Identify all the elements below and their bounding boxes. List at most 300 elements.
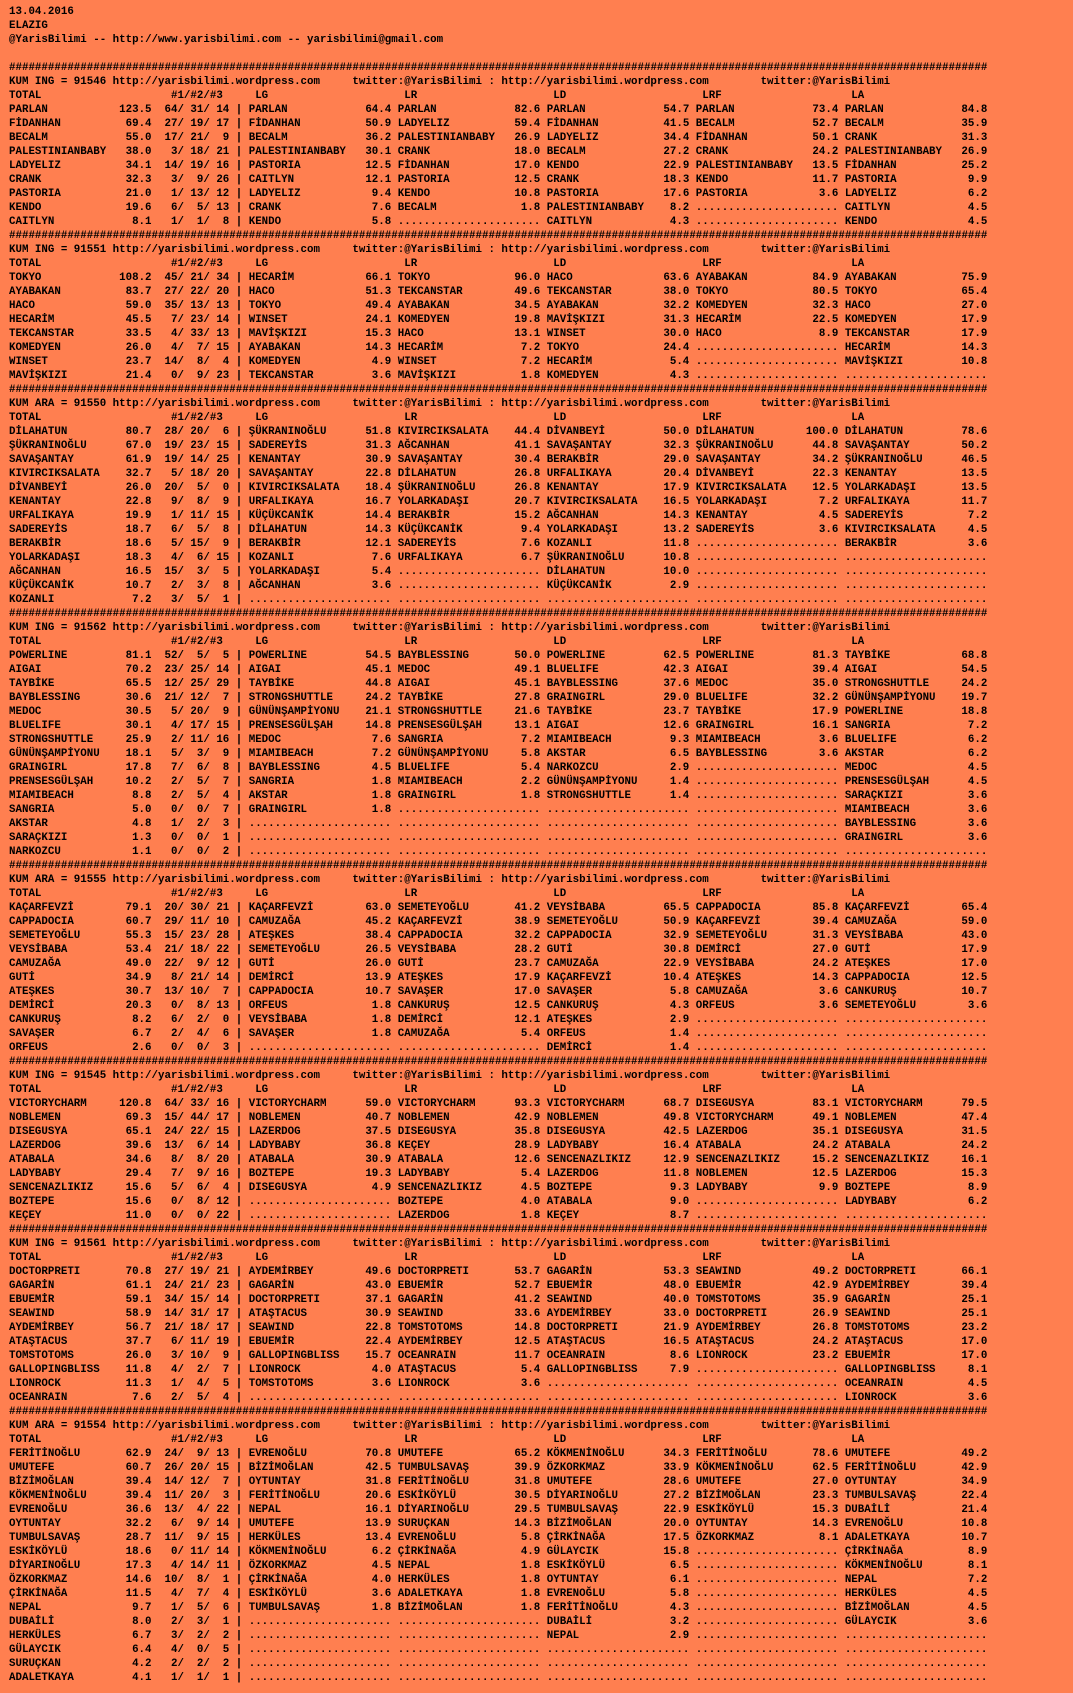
lg-horse-name: ESKİKÖYLÜ: [248, 1588, 308, 1600]
lg-score: 15.3: [365, 328, 392, 340]
lr-score: 82.6: [514, 104, 541, 116]
place-1-count: 24: [164, 1448, 178, 1460]
place-2-count: 19: [190, 1266, 204, 1278]
lrf-horse-name: BLUELIFE: [695, 692, 748, 704]
horse-name: GAGARİN: [9, 1280, 55, 1292]
lr-score: 53.7: [514, 1266, 541, 1278]
place-2-count: 8: [196, 1154, 204, 1166]
column-header-lg: LG: [255, 1084, 269, 1096]
total-score: 8.2: [132, 1014, 152, 1026]
la-score: 7.2: [967, 510, 988, 522]
la-score: 65.4: [961, 902, 988, 914]
column-separator: [236, 453, 242, 467]
lrf-empty-filler: [696, 551, 839, 565]
lrf-horse-name: SEMETEYOĞLU: [695, 930, 768, 942]
table-row: [9, 663, 1069, 677]
la-horse-name: AIGAI: [844, 664, 878, 676]
place-2-count: 2: [196, 1364, 204, 1376]
place-3-count: 3: [222, 818, 230, 830]
total-score: 53.4: [125, 944, 152, 956]
place-3-count: 8: [222, 216, 230, 228]
la-score: 7.2: [967, 720, 988, 732]
la-score: 42.9: [961, 1462, 988, 1474]
lg-horse-name: YOLARKADAŞI: [248, 566, 320, 578]
la-score: 3.6: [967, 832, 988, 844]
place-3-count: 12: [216, 1196, 230, 1208]
table-row: [9, 1475, 1069, 1489]
lg-score: 43.0: [365, 1280, 392, 1292]
place-3-count: 2: [222, 1630, 230, 1642]
horse-name: ESKİKÖYLÜ: [9, 1546, 68, 1558]
table-row: [9, 1531, 1069, 1545]
column-separator: [236, 1657, 242, 1671]
column-header-lr: LR: [404, 636, 418, 648]
table-row: [9, 1279, 1069, 1293]
place-2-count: 8: [196, 356, 204, 368]
place-2-count: 3: [196, 566, 204, 578]
lr-score: 41.2: [514, 902, 541, 914]
la-horse-name: BECALM: [844, 118, 884, 130]
lg-empty-filler: [249, 1041, 392, 1055]
ld-horse-name: SEMETEYOĞLU: [546, 916, 619, 928]
lg-horse-name: KÜÇÜKCANİK: [248, 510, 314, 522]
place-2-count: 21: [190, 1280, 204, 1292]
place-2-count: 4: [196, 1028, 204, 1040]
lr-horse-name: ADALETKAYA: [397, 1588, 463, 1600]
la-score: 27.0: [961, 300, 988, 312]
table-row: [9, 999, 1069, 1013]
ld-score: 50.9: [663, 916, 690, 928]
city-line: [9, 19, 1069, 33]
lrf-horse-name: SENCENAZLIKIZ: [695, 1154, 781, 1166]
site-link: http://yarisbilimi.wordpress.com: [112, 1070, 320, 1082]
lr-horse-name: SEAWIND: [397, 1308, 444, 1320]
column-header-lrf: LRF: [702, 412, 722, 424]
place-3-count: 6: [222, 426, 230, 438]
ld-score: 32.2: [663, 300, 690, 312]
place-3-count: 7: [222, 1476, 230, 1488]
place-2-count: 2: [196, 1630, 204, 1642]
lrf-score: 22.5: [812, 314, 839, 326]
column-separator: [236, 341, 242, 355]
lr-horse-name: SEMETEYOĞLU: [397, 902, 470, 914]
lr-score: 21.6: [514, 706, 541, 718]
colon-separator: [488, 1419, 494, 1433]
lr-horse-name: DOCTORPRETI: [397, 1266, 470, 1278]
race-label: KUM ING = 91551: [9, 244, 107, 256]
lrf-empty-filler: [696, 1615, 839, 1629]
total-score: 45.5: [125, 314, 152, 326]
lr-horse-name: GAGARİN: [397, 1294, 444, 1306]
horse-name: EBUEMİR: [9, 1294, 55, 1306]
lr-horse-name: GUTİ: [397, 958, 424, 970]
column-separator: [236, 1475, 242, 1489]
hash-divider: #######################################################################################################################################################: [9, 608, 988, 620]
lr-horse-name: CRANK: [397, 146, 431, 158]
race-stats-document: [9, 0, 1073, 1693]
lg-horse-name: AIGAI: [248, 664, 282, 676]
lr-score: 12.5: [514, 1000, 541, 1012]
section-title: [9, 75, 1069, 89]
total-score: 120.8: [119, 1098, 152, 1110]
place-3-count: 14: [216, 972, 230, 984]
ld-score: 42.3: [663, 664, 690, 676]
lrf-horse-name: TOMSTOTOMS: [695, 1294, 761, 1306]
ld-score: 22.9: [663, 160, 690, 172]
place-1-count: 14: [164, 160, 178, 172]
lg-horse-name: VICTORYCHARM: [248, 1098, 327, 1110]
place-3-count: 20: [216, 468, 230, 480]
place-2-count: 5: [196, 1602, 204, 1614]
section-divider: [9, 229, 1069, 243]
horse-name: DİYARINOĞLU: [9, 1560, 81, 1572]
ld-score: 37.6: [663, 678, 690, 690]
place-3-count: 13: [216, 328, 230, 340]
la-horse-name: CAITLYN: [844, 202, 891, 214]
horse-name: TUMBULSAVAŞ: [9, 1532, 81, 1544]
table-row: [9, 481, 1069, 495]
total-header: TOTAL: [9, 888, 42, 900]
column-header-lrf: LRF: [702, 1084, 722, 1096]
lg-score: 14.3: [365, 524, 392, 536]
la-horse-name: AYDEMİRBEY: [844, 1280, 910, 1292]
ld-score: 21.9: [663, 1322, 690, 1334]
lrf-horse-name: GRAINGIRL: [695, 720, 755, 732]
place-1-count: 6: [170, 1014, 178, 1026]
total-score: 18.6: [125, 538, 152, 550]
race-label: KUM ING = 91546: [9, 76, 107, 88]
la-score: 4.5: [967, 776, 988, 788]
place-3-count: 1: [222, 594, 230, 606]
column-separator: [236, 355, 242, 369]
section-title: [9, 1069, 1069, 1083]
lr-score: 13.1: [514, 720, 541, 732]
place-1-count: 17: [164, 132, 178, 144]
la-score: 17.0: [961, 1350, 988, 1362]
ld-horse-name: WINSET: [546, 328, 586, 340]
ld-score: 12.9: [663, 1154, 690, 1166]
la-empty-filler: [845, 579, 988, 593]
lrf-score: 27.0: [812, 1476, 839, 1488]
lr-horse-name: LAZERDOG: [397, 1210, 450, 1222]
lrf-horse-name: ŞÜKRANINOĞLU: [695, 440, 774, 452]
column-header-row: [9, 635, 1069, 649]
ld-score: 10.8: [663, 552, 690, 564]
lrf-score: 50.1: [812, 132, 839, 144]
place-1-count: 0: [170, 1210, 178, 1222]
lrf-horse-name: TOKYO: [695, 286, 729, 298]
horse-name: BAYBLESSING: [9, 692, 81, 704]
place-3-count: 7: [222, 986, 230, 998]
place-2-count: 9: [196, 174, 204, 186]
column-separator: [236, 425, 242, 439]
lg-score: 51.3: [365, 286, 392, 298]
ld-score: 6.1: [669, 1574, 690, 1586]
column-separator: [236, 1027, 242, 1041]
site-link: http://yarisbilimi.wordpress.com: [112, 622, 320, 634]
lrf-empty-filler: [696, 1041, 839, 1055]
horse-name: PASTORIA: [9, 188, 61, 200]
horse-name: BERAKBİR: [9, 538, 61, 550]
lrf-horse-name: DEMİRCİ: [695, 944, 742, 956]
lr-horse-name: STRONGSHUTTLE: [397, 706, 482, 718]
lg-score: 4.0: [371, 1364, 392, 1376]
ld-empty-filler: [547, 1643, 690, 1657]
la-score: 15.3: [961, 1168, 988, 1180]
place-2-count: 10: [190, 1350, 204, 1362]
total-score: 18.1: [125, 748, 152, 760]
lr-horse-name: AIGAI: [397, 678, 431, 690]
lr-score: 1.8: [520, 202, 541, 214]
lr-score: 30.4: [514, 454, 541, 466]
column-separator: [236, 649, 242, 663]
place-1-count: 64: [164, 1098, 178, 1110]
lrf-horse-name: AYDEMİRBEY: [695, 1322, 761, 1334]
la-score: 25.1: [961, 1308, 988, 1320]
lrf-score: 3.6: [818, 1000, 839, 1012]
lg-horse-name: CAPPADOCIA: [248, 986, 314, 998]
ld-score: 15.8: [663, 1546, 690, 1558]
lg-horse-name: TOKYO: [248, 300, 282, 312]
lr-score: 28.2: [514, 944, 541, 956]
lr-horse-name: CAMUZAĞA: [397, 1028, 450, 1040]
lg-horse-name: GALLOPINGBLISS: [248, 1350, 340, 1362]
lrf-empty-filler: [696, 593, 839, 607]
table-row: [9, 551, 1069, 565]
table-row: [9, 1125, 1069, 1139]
lg-horse-name: BİZİMOĞLAN: [248, 1462, 314, 1474]
lrf-horse-name: LAZERDOG: [695, 1126, 748, 1138]
lrf-score: 35.9: [812, 1294, 839, 1306]
table-row: [9, 369, 1069, 383]
lrf-score: 73.4: [812, 104, 839, 116]
ld-score: 4.3: [669, 1000, 690, 1012]
lrf-horse-name: SADEREYİS: [695, 524, 755, 536]
la-score: 35.9: [961, 118, 988, 130]
column-header-la: LA: [851, 888, 865, 900]
la-empty-filler: [845, 845, 988, 859]
lr-score: 59.4: [514, 118, 541, 130]
lr-horse-name: NEPAL: [397, 1560, 431, 1572]
place-2-count: 21: [190, 972, 204, 984]
total-score: 19.6: [125, 202, 152, 214]
column-separator: [236, 929, 242, 943]
ld-score: 11.8: [663, 1168, 690, 1180]
ld-horse-name: GÜLAYCIK: [546, 1546, 599, 1558]
race-label: KUM ARA = 91550: [9, 398, 107, 410]
la-score: 24.2: [961, 678, 988, 690]
column-separator: [236, 103, 242, 117]
place-2-count: 8: [196, 1196, 204, 1208]
lrf-horse-name: MIAMIBEACH: [695, 734, 761, 746]
table-row: [9, 1671, 1069, 1685]
place-1-count: 4: [170, 1560, 178, 1572]
ld-horse-name: BECALM: [546, 146, 586, 158]
place-1-count: 1: [170, 1602, 178, 1614]
place-3-count: 4: [222, 1392, 230, 1404]
column-header-lr: LR: [404, 888, 418, 900]
race-label: KUM ING = 91545: [9, 1070, 107, 1082]
total-score: 4.8: [132, 818, 152, 830]
lrf-score: 49.2: [812, 1266, 839, 1278]
total-score: 17.8: [125, 762, 152, 774]
lrf-score: 14.3: [812, 1518, 839, 1530]
place-3-count: 4: [222, 790, 230, 802]
la-score: 59.0: [961, 916, 988, 928]
place-2-count: 3: [196, 1616, 204, 1628]
total-score: 32.7: [125, 468, 152, 480]
section-divider: [9, 1223, 1069, 1237]
la-score: 13.5: [961, 482, 988, 494]
ld-horse-name: KIVIRCIKSALATA: [546, 496, 638, 508]
la-horse-name: GÜLAYCIK: [844, 1616, 897, 1628]
lg-horse-name: HACO: [248, 286, 275, 298]
place-2-count: 2: [196, 818, 204, 830]
lg-horse-name: DISEGUSYA: [248, 1182, 308, 1194]
ld-score: 16.4: [663, 1140, 690, 1152]
ld-score: 38.0: [663, 286, 690, 298]
place-1-count: 29: [164, 916, 178, 928]
lrf-horse-name: KÖKMENİNOĞLU: [695, 1462, 774, 1474]
lrf-horse-name: VEYSİBABA: [695, 958, 755, 970]
la-score: 3.6: [967, 1000, 988, 1012]
lg-horse-name: SAVAŞER: [248, 1028, 295, 1040]
lg-empty-filler: [249, 1657, 392, 1671]
la-horse-name: DUBAİLİ: [844, 1504, 891, 1516]
ld-horse-name: GALLOPINGBLISS: [546, 1364, 638, 1376]
la-horse-name: ATEŞKES: [844, 958, 891, 970]
la-horse-name: TUMBULSAVAŞ: [844, 1490, 917, 1502]
place-2-count: 5: [196, 482, 204, 494]
column-separator: [236, 803, 242, 817]
horse-name: NOBLEMEN: [9, 1112, 61, 1124]
place-3-count: 14: [216, 104, 230, 116]
ld-horse-name: DUBAİLİ: [546, 1616, 593, 1628]
total-header: TOTAL: [9, 412, 42, 424]
la-horse-name: OCEANRAIN: [844, 1378, 904, 1390]
lrf-score: 13.5: [812, 160, 839, 172]
lr-score: 10.8: [514, 188, 541, 200]
table-row: [9, 1601, 1069, 1615]
race-label: KUM ARA = 91554: [9, 1420, 107, 1432]
place-2-count: 14: [190, 1560, 204, 1572]
lrf-empty-filler: [696, 1363, 839, 1377]
place-1-count: 28: [164, 426, 178, 438]
table-row: [9, 1293, 1069, 1307]
lrf-horse-name: KENANTAY: [695, 510, 748, 522]
lrf-horse-name: LIONROCK: [695, 1350, 748, 1362]
la-horse-name: PARLAN: [844, 104, 884, 116]
lrf-horse-name: DOCTORPRETI: [695, 1308, 768, 1320]
lg-horse-name: KAÇARFEVZİ: [248, 902, 314, 914]
ld-score: 33.9: [663, 1462, 690, 1474]
lr-score: 49.1: [514, 664, 541, 676]
place-3-count: 16: [216, 734, 230, 746]
lg-score: 7.6: [371, 202, 392, 214]
lg-score: 59.0: [365, 1098, 392, 1110]
place-3-count: 22: [216, 1210, 230, 1222]
place-2-count: 5: [196, 776, 204, 788]
total-score: 5.0: [132, 804, 152, 816]
la-empty-filler: [845, 1643, 988, 1657]
lg-score: 9.4: [371, 188, 392, 200]
ld-score: 23.7: [663, 706, 690, 718]
place-1-count: 22: [164, 958, 178, 970]
place-2-count: 30: [190, 902, 204, 914]
total-score: 21.0: [125, 188, 152, 200]
blank-line: [9, 47, 1069, 61]
lr-horse-name: BİZİMOĞLAN: [397, 1602, 463, 1614]
column-header-la: LA: [851, 1252, 865, 1264]
la-score: 78.6: [961, 426, 988, 438]
section-title: [9, 243, 1069, 257]
place-3-count: 9: [222, 748, 230, 760]
place-1-count: 1: [170, 818, 178, 830]
lr-score: 11.7: [514, 1350, 541, 1362]
lrf-score: 35.1: [812, 1126, 839, 1138]
lr-horse-name: FERİTİNOĞLU: [397, 1476, 470, 1488]
ld-score: 27.2: [663, 1490, 690, 1502]
horse-name: PRENSESGÜLŞAH: [9, 776, 94, 788]
table-row: [9, 439, 1069, 453]
la-horse-name: VICTORYCHARM: [844, 1098, 923, 1110]
place-3-count: 34: [216, 272, 230, 284]
place-3-count: 10: [216, 916, 230, 928]
place-1-count: 24: [164, 1126, 178, 1138]
place-3-count: 13: [216, 1000, 230, 1012]
ld-horse-name: CAPPADOCIA: [546, 930, 612, 942]
la-score: 8.9: [967, 1546, 988, 1558]
column-separator: [236, 593, 242, 607]
column-separator: [236, 957, 242, 971]
total-score: 20.3: [125, 1000, 152, 1012]
lr-score: 1.8: [520, 1588, 541, 1600]
place-2-count: 0: [196, 832, 204, 844]
lr-score: 45.1: [514, 678, 541, 690]
la-score: 14.3: [961, 342, 988, 354]
total-score: 16.5: [125, 566, 152, 578]
la-score: 4.5: [967, 216, 988, 228]
column-separator: [236, 1503, 242, 1517]
table-row: [9, 1265, 1069, 1279]
ld-score: 5.8: [669, 1588, 690, 1600]
lr-horse-name: SURUÇKAN: [397, 1518, 450, 1530]
ld-score: 5.4: [669, 356, 690, 368]
total-score: 38.0: [125, 146, 152, 158]
lg-horse-name: MEDOC: [248, 734, 282, 746]
place-3-count: 13: [216, 1448, 230, 1460]
total-header: TOTAL: [9, 1084, 42, 1096]
la-horse-name: KÖKMENİNOĞLU: [844, 1560, 923, 1572]
horse-name: MIAMIBEACH: [9, 790, 74, 802]
lg-score: 1.8: [371, 776, 392, 788]
ld-score: 4.3: [669, 370, 690, 382]
la-empty-filler: [845, 1041, 988, 1055]
lr-empty-filler: [398, 831, 541, 845]
table-row: [9, 831, 1069, 845]
table-row: [9, 523, 1069, 537]
place-2-count: 4: [196, 1504, 204, 1516]
la-score: 46.5: [961, 454, 988, 466]
lg-horse-name: AKSTAR: [248, 790, 288, 802]
horse-name: SENCENAZLIKIZ: [9, 1182, 94, 1194]
lg-score: 1.8: [371, 1602, 392, 1614]
la-horse-name: HERKÜLES: [844, 1588, 897, 1600]
lg-horse-name: STRONGSHUTTLE: [248, 692, 333, 704]
horse-name: GÜNÜNŞAMPİYONU: [9, 748, 100, 760]
lrf-horse-name: KIVIRCIKSALATA: [695, 482, 787, 494]
total-score: 60.7: [125, 1462, 152, 1474]
